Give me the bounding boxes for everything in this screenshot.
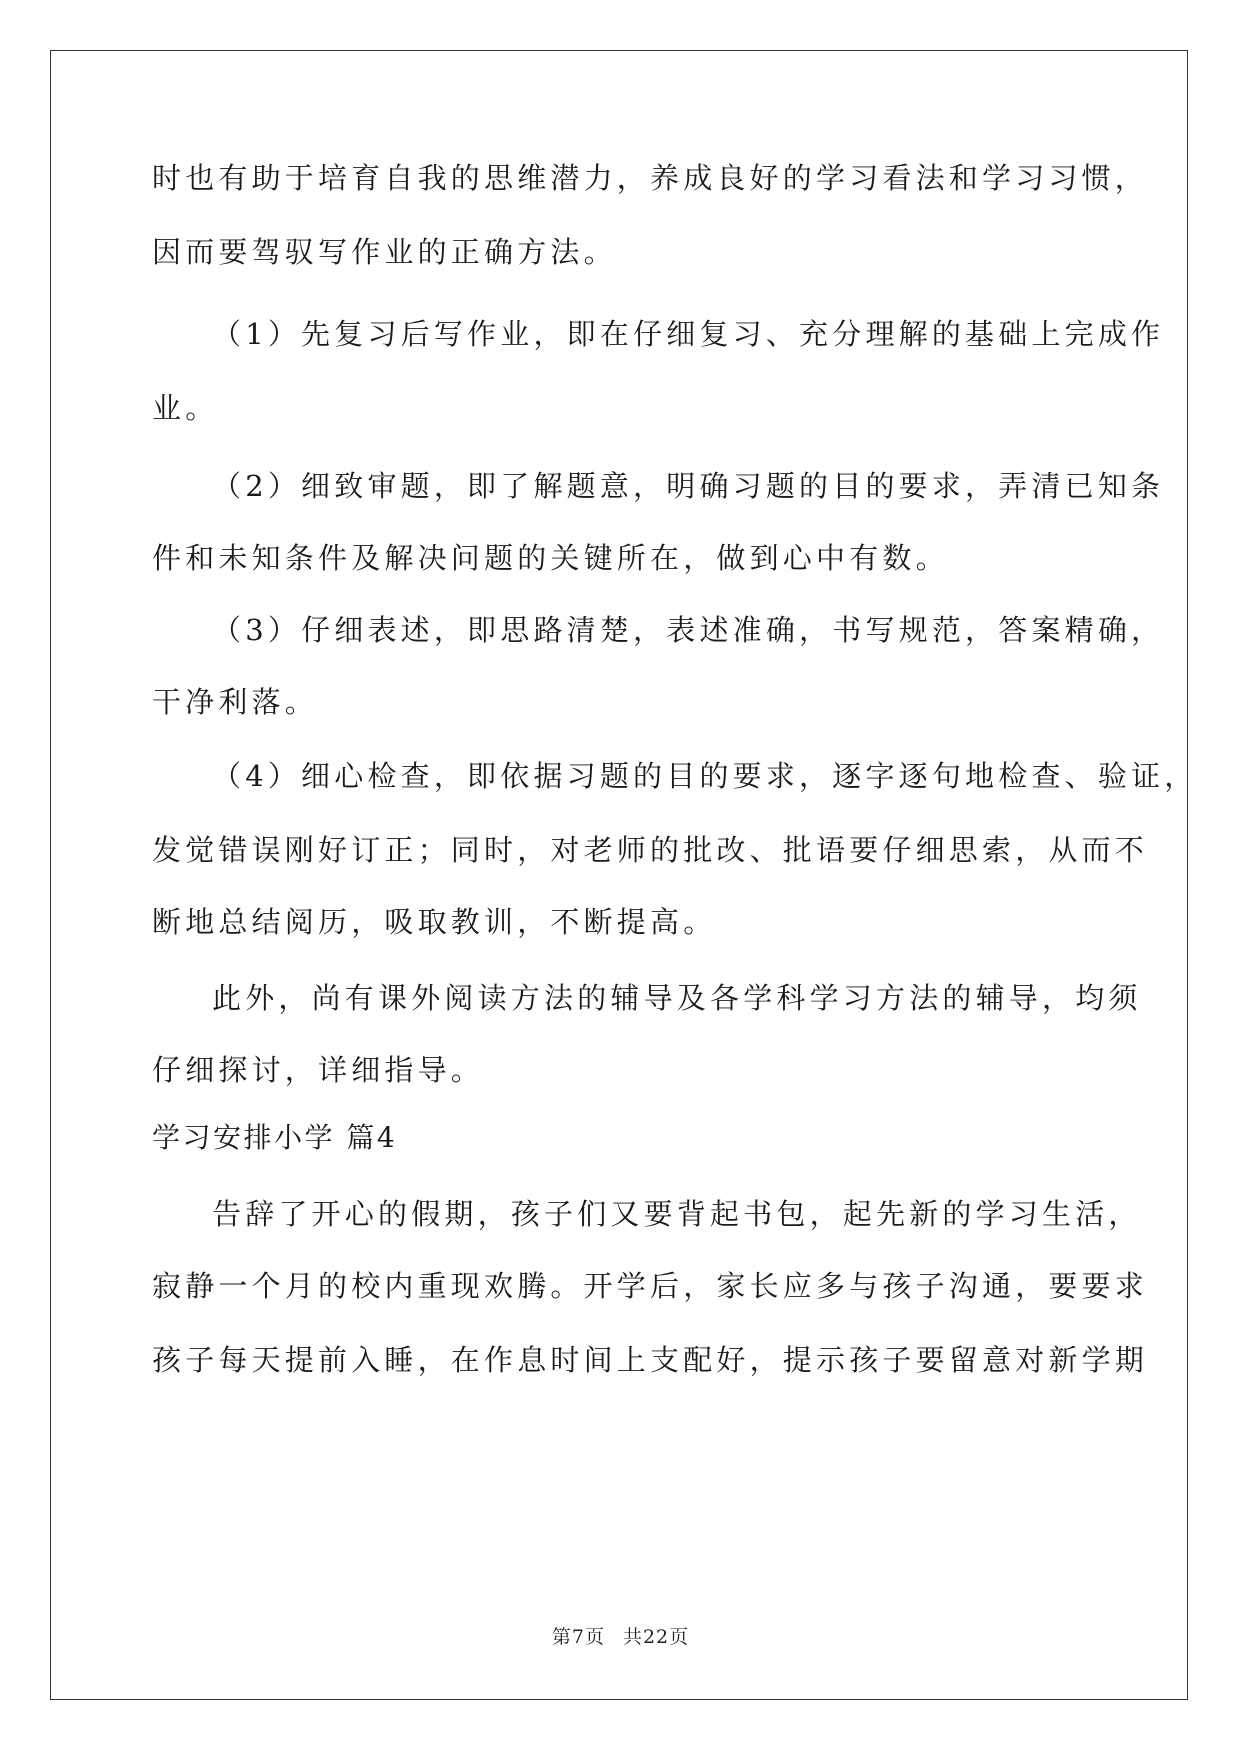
paragraph-first-line: （4）细心检查，即依据习题的目的要求，逐字逐句地检查、验证， — [212, 759, 1198, 793]
body-line: 寂静一个月的校内重现欢腾。开学后，家长应多与孩子沟通，要要求 — [152, 1269, 1149, 1303]
paragraph-first-line: （2）细致审题，即了解题意，明确习题的目的要求，弄清已知条 — [212, 469, 1165, 503]
body-line: 业。 — [152, 391, 219, 425]
page-number: 第7页 — [551, 1626, 605, 1648]
body-line: 干净利落。 — [152, 685, 319, 719]
page-footer — [0, 1622, 1241, 1649]
page-frame — [50, 50, 1188, 1700]
section-heading: 学习安排小学 篇4 — [152, 1121, 398, 1154]
paragraph-first-line: （3）仔细表述，即思路清楚，表述准确，书写规范，答案精确， — [212, 613, 1165, 647]
body-line: 仔细探讨，详细指导。 — [152, 1053, 485, 1087]
paragraph-first-line: 此外，尚有课外阅读方法的辅导及各学科学习方法的辅导，均须 — [212, 981, 1142, 1015]
paragraph-first-line: 告辞了开心的假期，孩子们又要背起书包，起先新的学习生活， — [212, 1197, 1142, 1231]
body-line: 发觉错误刚好订正；同时，对老师的批改、批语要仔细思索，从而不 — [152, 833, 1149, 867]
body-line: 孩子每天提前入睡，在作息时间上支配好，提示孩子要留意对新学期 — [152, 1343, 1149, 1377]
paragraph-first-line: （1）先复习后写作业，即在仔细复习、充分理解的基础上完成作 — [212, 317, 1165, 351]
body-line: 件和未知条件及解决问题的关键所在，做到心中有数。 — [152, 541, 949, 575]
body-line: 因而要驾驭写作业的正确方法。 — [152, 235, 617, 269]
page-total: 共22页 — [622, 1626, 690, 1648]
body-line: 断地总结阅历，吸取教训，不断提高。 — [152, 905, 717, 939]
body-line: 时也有助于培育自我的思维潜力，养成良好的学习看法和学习习惯， — [152, 161, 1149, 195]
